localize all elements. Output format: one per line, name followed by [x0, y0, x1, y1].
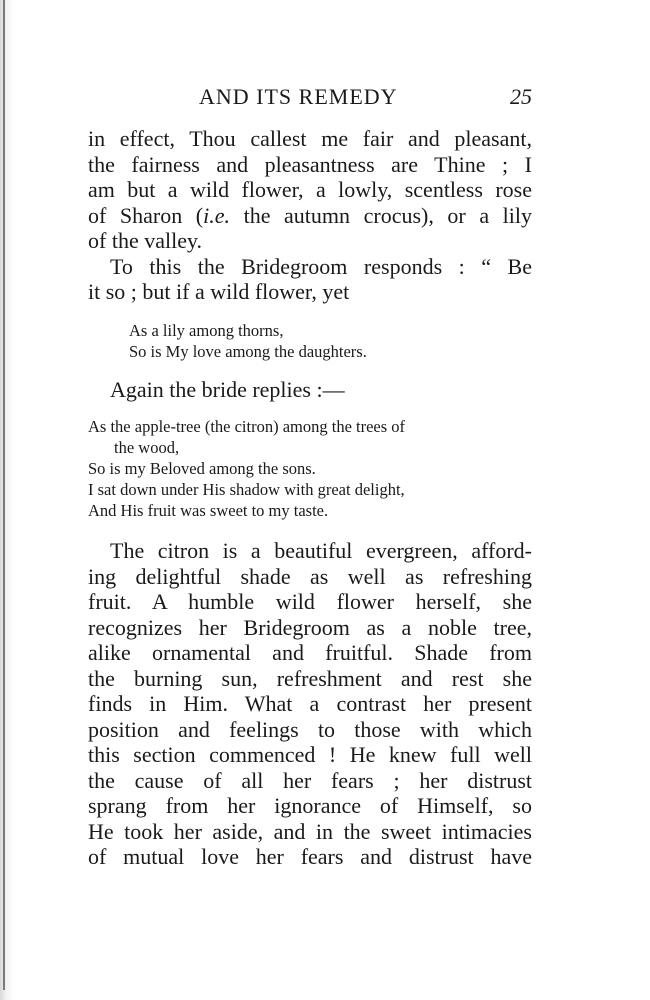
text-line: fruit. A humble wild flower herself, she — [88, 589, 532, 614]
text-line: The citron is a beautiful evergreen, afford- — [110, 538, 532, 563]
paragraph-bridegroom — [88, 254, 532, 305]
text-line: of the valley. — [88, 228, 203, 253]
text-line: the burning sun, refreshment and rest she — [88, 665, 532, 691]
text-line: finds in Him. What a contrast her present — [88, 691, 532, 716]
text-line: of mutual love her fears and distrust have — [88, 844, 532, 869]
text-line: Again the bride replies :— — [110, 376, 345, 402]
verse-line: the wood, — [114, 438, 180, 457]
paragraph-continuation — [88, 126, 532, 254]
text-line: alike ornamental and fruitful. Shade from — [88, 640, 532, 665]
binding-shadow-line — [3, 0, 5, 990]
verse-line: And His fruit was sweet to my taste. — [88, 501, 329, 520]
text-line: this section commenced ! He knew full well — [88, 742, 532, 767]
verse-line: So is My love among the daughters. — [129, 341, 367, 361]
text-line: ing delightful shade as well as refreshing — [88, 563, 532, 589]
running-head: AND ITS REMEDY — [199, 84, 398, 109]
paragraph-citron — [88, 538, 532, 870]
verse-quote-lily — [129, 320, 532, 362]
verse-line: As a lily among thorns, — [129, 320, 284, 340]
page-header — [88, 84, 532, 112]
text-line: He took her aside, and in the sweet intimacies — [88, 818, 532, 844]
verse-quote-apple-tree — [88, 416, 532, 521]
text-line: recognizes her Bridegroom as a noble tree, — [88, 614, 532, 640]
text-line: the fairness and pleasantness are Thine ; I — [88, 151, 532, 177]
text-line: the cause of all her fears ; her distrust — [88, 767, 532, 793]
text-line: of Sharon (i.e. the autumn crocus), or a lily — [88, 202, 532, 228]
text-line: To this the Bridegroom responds : “ Be — [110, 253, 532, 279]
page-body — [88, 126, 532, 870]
text-line: sprang from her ignorance of Himself, so — [88, 793, 532, 818]
text-line: it so ; but if a wild flower, yet — [88, 279, 350, 304]
text-line: position and feelings to those with which — [88, 716, 532, 742]
verse-line: As the apple-tree (the citron) among the trees of — [88, 417, 406, 436]
verse-line: So is my Beloved among the sons. — [88, 459, 316, 478]
page-number: 25 — [510, 84, 532, 109]
text-line: am but a wild flower, a lowly, scentless rose — [88, 177, 532, 202]
paragraph-bride-replies — [88, 377, 532, 403]
text-line: in effect, Thou callest me fair and pleasant, — [88, 126, 532, 151]
verse-line: I sat down under His shadow with great delight, — [88, 480, 405, 499]
